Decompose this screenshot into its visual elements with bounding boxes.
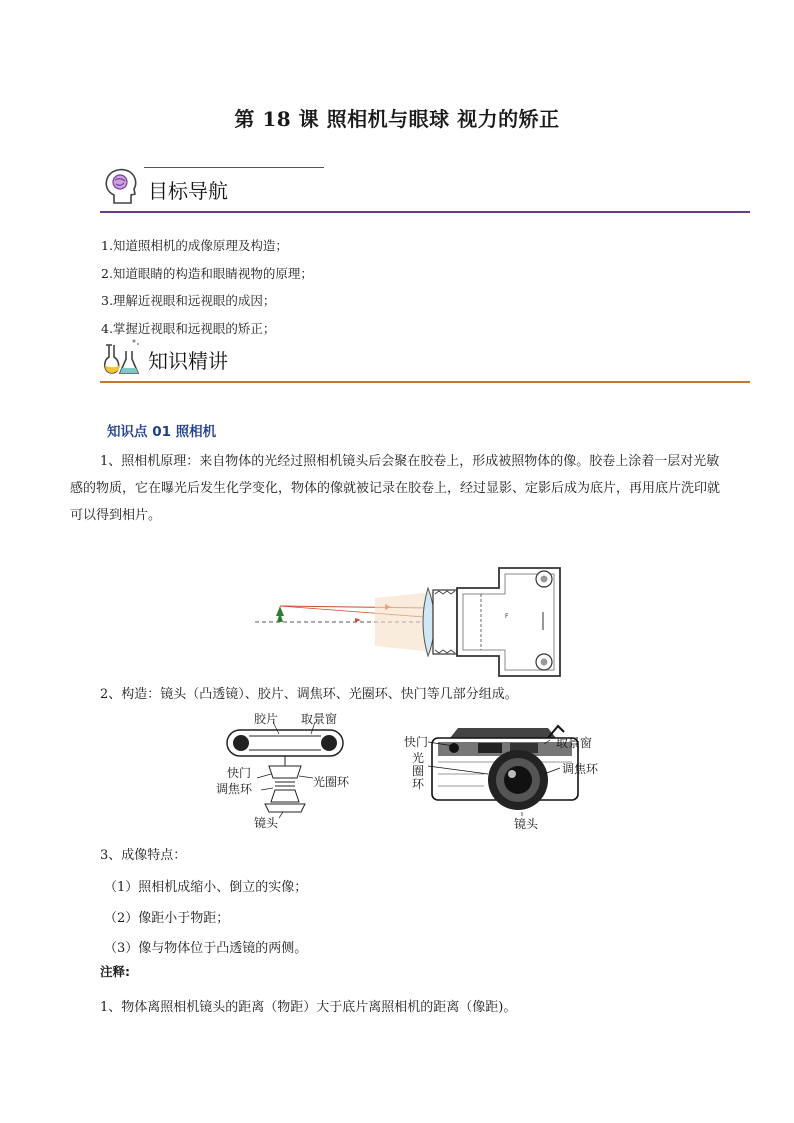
list-item: 3.理解近视眼和远视眼的成因； xyxy=(101,293,276,308)
knowledge-point-title: 知识点 01 照相机 xyxy=(107,424,217,440)
list-item: 1.知道照相机的成像原理及构造； xyxy=(101,238,288,253)
label-lens: 镜头 xyxy=(254,816,279,830)
list-item: 4.掌握近视眼和远视眼的矫正； xyxy=(101,320,276,336)
features-heading: 3、成像特点： xyxy=(100,848,187,863)
section-rule xyxy=(100,381,750,383)
label-shutter: 快门 xyxy=(404,735,429,749)
label-film: 胶片 xyxy=(254,712,279,726)
label-lens: 镜头 xyxy=(514,817,539,831)
label-viewfinder: 取景窗 xyxy=(301,712,338,726)
focal-point-label: F xyxy=(505,613,509,620)
feature-item: （3）像与物体位于凸透镜的两侧。 xyxy=(104,941,308,956)
feature-item: （1）照相机成缩小、倒立的实像； xyxy=(104,880,308,895)
note-line: 1、物体离照相机镜头的距离（物距）大于底片离照相机的距离（像距)。 xyxy=(100,1000,517,1015)
feature-item: （2）像距小于物距； xyxy=(104,911,230,926)
section-rule xyxy=(100,211,750,213)
label-shutter: 快门 xyxy=(227,766,252,780)
page-title: 第 18 课 照相机与眼球 视力的矫正 xyxy=(234,107,560,131)
section-heading: 知识精讲 xyxy=(148,349,228,373)
brain-head-icon xyxy=(100,165,142,207)
label-focus-ring: 调焦环 xyxy=(216,782,253,796)
label-viewfinder: 取景窗 xyxy=(556,736,593,750)
label-aperture-ring: 光 圈 环 xyxy=(412,751,425,791)
structure-line: 2、构造：镜头（凸透镜）、胶片、调焦环、光圈环、快门等几部分组成。 xyxy=(100,687,518,702)
goals-list xyxy=(101,232,313,342)
flask-icon xyxy=(100,335,142,377)
camera-optics-diagram xyxy=(255,560,575,680)
label-focus-ring: 调焦环 xyxy=(562,762,599,776)
principle-paragraph: 1、照相机原理：来自物体的光经过照相机镜头后会聚在胶卷上，形成被照物体的像。胶卷上涂着一层对光敏感的物质，它在曝光后发生化学变化，物体的像就被记录在胶卷上，经过显影、定影后成为底片，再用底片洗印就可以得到相片。 xyxy=(70,454,721,523)
section-header-goals xyxy=(100,165,750,213)
section-header-knowledge xyxy=(100,335,750,383)
label-aperture-ring: 光圈环 xyxy=(313,775,350,789)
note-heading: 注释: xyxy=(100,964,130,979)
section-heading: 目标导航 xyxy=(148,179,228,203)
list-item: 2.知道眼睛的构造和眼睛视物的原理； xyxy=(101,265,313,281)
